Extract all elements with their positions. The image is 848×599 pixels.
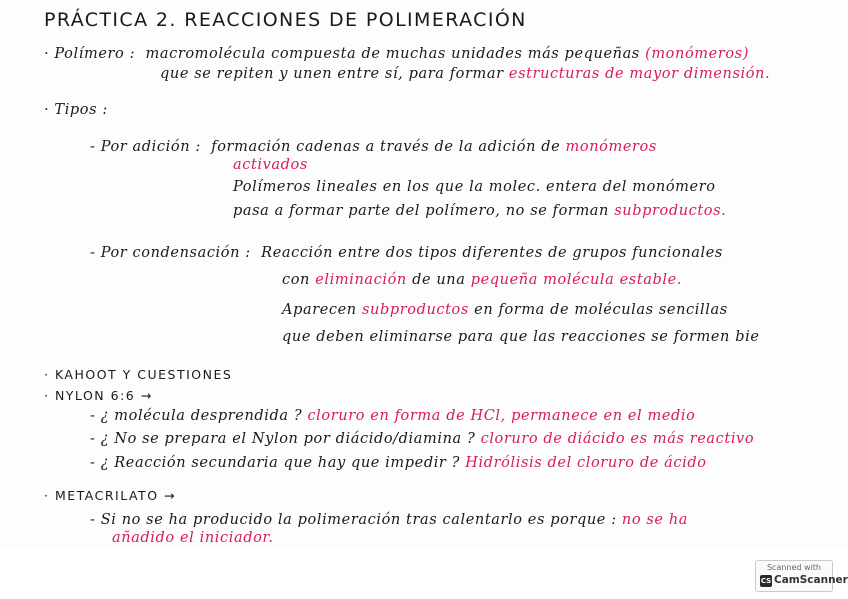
polimero-line-2 (160, 64, 770, 84)
camscanner-logo-icon: CS (760, 577, 772, 585)
condensacion-line-2 (282, 270, 682, 290)
subproductos-condensacion-highlight: subproductos (361, 302, 469, 318)
metacrilato-heading: · METACRILATO → (44, 488, 176, 503)
condensacion-line-3-c: en forma de moléculas sencillas (474, 302, 728, 318)
condensacion-label: - Por condensación : (90, 245, 251, 261)
nylon-q2-answer: cloruro de diácido es más reactivo (480, 431, 755, 447)
monomeros-highlight: (monómeros) (645, 46, 749, 62)
condensacion-line-2-c: de una (412, 272, 466, 288)
metacrilato-answer: no se ha (621, 512, 688, 528)
condensacion-line-4: que deben eliminarse para que las reacciones se formen bie (282, 329, 760, 345)
nylon-question-1 (90, 406, 695, 426)
adicion-line-4 (233, 201, 726, 221)
tipos-heading: · Tipos : (44, 102, 108, 118)
eliminacion-highlight: eliminación (315, 272, 407, 288)
nylon-q1-question: - ¿ molécula desprendida ? (90, 408, 303, 424)
nylon-question-3 (90, 453, 707, 473)
condensacion-line-3-a: Aparecen (282, 302, 357, 318)
molecula-estable-highlight: pequeña molécula estable. (470, 272, 683, 288)
nylon-heading: · NYLON 6:6 → (44, 388, 153, 403)
page-title: PRÁCTICA 2. REACCIONES DE POLIMERACIÓN (44, 9, 527, 31)
polimero-definition: macromolécula compuesta de muchas unidades más pequeñas (145, 46, 640, 62)
adicion-label: - Por adición : (90, 139, 201, 155)
condensacion-line-1 (90, 243, 723, 263)
estructuras-highlight: estructuras de mayor dimensión. (508, 66, 771, 82)
scanned-with-label: Scanned with (766, 563, 822, 572)
polimero-label: · Polímero : (44, 46, 136, 62)
condensacion-line-2-a: con (282, 272, 310, 288)
camscanner-watermark (755, 560, 848, 592)
adicion-definition: formación cadenas a través de la adición de (211, 139, 561, 155)
condensacion-definition: Reacción entre dos tipos diferentes de grupos funcionales (261, 245, 723, 261)
nylon-q1-answer: cloruro en forma de HCl, permanece en el medio (307, 408, 696, 424)
adicion-line-1 (90, 137, 657, 157)
metacrilato-question: - Si no se ha producido la polimeración tras calentarlo es porque : (90, 512, 617, 528)
condensacion-line-3 (282, 300, 728, 320)
metacrilato-answer-2: añadido el iniciador. (112, 530, 274, 546)
nylon-question-2 (90, 429, 754, 449)
polimero-definition-2: que se repiten y unen entre sí, para formar (160, 66, 504, 82)
metacrilato-line-1 (90, 510, 688, 530)
polimero-line-1 (44, 44, 749, 64)
adicion-line-4-text: pasa a formar parte del polímero, no se forman (233, 203, 609, 219)
camscanner-label: CamScanner (774, 574, 848, 586)
nylon-q3-question: - ¿ Reacción secundaria que hay que impedir ? (90, 455, 461, 471)
nylon-q2-question: - ¿ No se prepara el Nylon por diácido/diamina ? (90, 431, 476, 447)
activados-highlight: activados (233, 157, 308, 173)
subproductos-highlight: subproductos. (614, 203, 727, 219)
monomeros-activados-highlight: monómeros (565, 139, 657, 155)
kahoot-heading: · KAHOOT Y CUESTIONES (44, 367, 233, 382)
adicion-line-3: Polímeros lineales en los que la molec. entera del monómero (233, 179, 716, 195)
nylon-q3-answer: Hidrólisis del cloruro de ácido (465, 455, 707, 471)
